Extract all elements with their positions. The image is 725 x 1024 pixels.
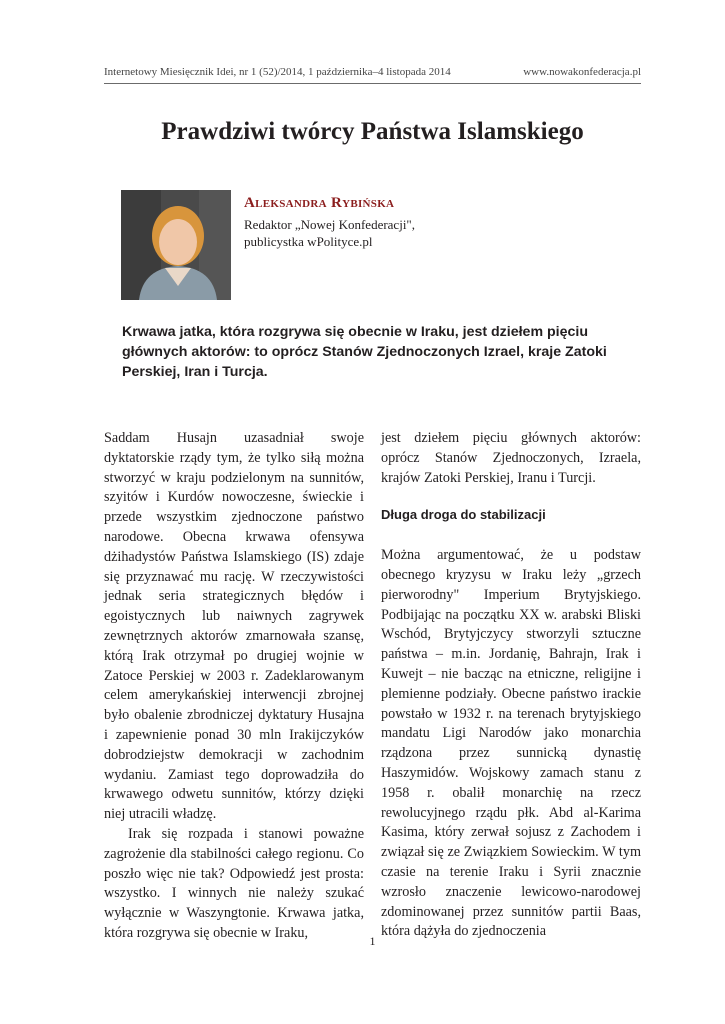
running-header xyxy=(104,66,641,78)
column-left xyxy=(104,429,364,944)
author-role-line: Redaktor „Nowej Konfederacji", xyxy=(244,217,415,232)
page-number: 1 xyxy=(369,934,376,948)
issue-info: Internetowy Miesięcznik Idei, nr 1 (52)/2014, 1 października–4 listopada 2014 xyxy=(104,66,451,78)
body-paragraph: jest dziełem pięciu głównych aktorów: oprócz Stanów Zjednoczonych, Izraela, krajów Zatoki Perskiej, Iranu i Turcji. xyxy=(381,430,641,486)
section-heading: Długa droga do stabilizacji xyxy=(381,507,546,523)
lead-paragraph: Krwawa jatka, która rozgrywa się obecnie w Iraku, jest dziełem pięciu głównych aktorów: to oprócz Stanów Zjednoczonych Izrael, kraje Zatoki Perskiej, Iran i Turcja. xyxy=(122,324,607,380)
body-paragraph: Irak się rozpada i stanowi poważne zagrożenie dla stabilności całego regionu. Co poszło więc nie tak? Odpowiedź jest prosta: wszystko. I winnych nie należy szukać wyłącznie w Waszyngtonie. Krwawa jatka, która rozgrywa się obecnie w Iraku, xyxy=(104,825,364,941)
column-right xyxy=(381,429,641,942)
header-divider xyxy=(104,83,641,84)
author-info xyxy=(244,195,504,250)
article-title: Prawdziwi twórcy Państwa Islamskiego xyxy=(161,118,584,145)
author-role xyxy=(244,216,504,250)
author-photo xyxy=(121,190,231,300)
website-url: www.nowakonfederacja.pl xyxy=(523,66,641,78)
body-paragraph: Można argumentować, że u podstaw obecnego kryzysu w Iraku leży „grzech pierworodny" Imperium Brytyjskiego. Podbijając na początku XX w. arabski Bliski Wschód, Brytyjczycy stworzyli sztuczne państwa – m.in. Jordanię, Bahrajn, Irak i Kuwejt – nie bacząc na etniczne, religijne i plemienne podziały. Obecne państwo irackie powstało w 1932 r. na terenach brytyjskiego mandatu Ligi Narodów jako monarchia rządzona przez sunnicką dynastię Haszymidów. Wojskowy zamach stanu z 1958 r. obalił monarchię na rzecz rewolucyjnego rządu płk. Abd al-Karima Kasima, który zerwał sojusz z Zachodem i związał się ze Związkiem Sowieckim. W tym czasie na terenie Iraku i Syrii znacznie wzrosło znaczenie lewicowo-narodowej zdominowanej przez sunnitów partii Baas, która dążyła do zjednoczenia xyxy=(381,547,641,940)
author-role-line: publicystka wPolityce.pl xyxy=(244,234,373,249)
body-paragraph: Saddam Husajn uzasadniał swoje dyktatorskie rządy tym, że tylko siłą można stworzyć w kraju podzielonym na sunnitów, szyitów i Kurdów nowoczesne, świeckie i przede wszystkim zjednoczone państwo narodowe. Obecna krwawa ofensywa dżihadystów Państwa Islamskiego (IS) zdaje się przyznawać mu rację. W rzeczywistości jednak seria strategicznych błędów i egoistycznych lub naiwnych zagrywek zewnętrznych aktorów zmarnowała szansę, którą Irak otrzymał po drugiej wojnie w Zatoce Perskiej w 2003 r. Zadeklarowanym celem amerykańskiej interwencji zbrojnej było obalenie zbrodniczej dyktatury Husajna i zapewnienie ponad 30 mln Irakijczyków dobrodziejstw demokracji w zachodnim wydaniu. Zamiast tego doprowadziła do krwawego odwetu sunnitów, którzy dzięki niej utracili władzę. xyxy=(104,430,364,823)
author-name: Aleksandra Rybińska xyxy=(244,195,395,211)
